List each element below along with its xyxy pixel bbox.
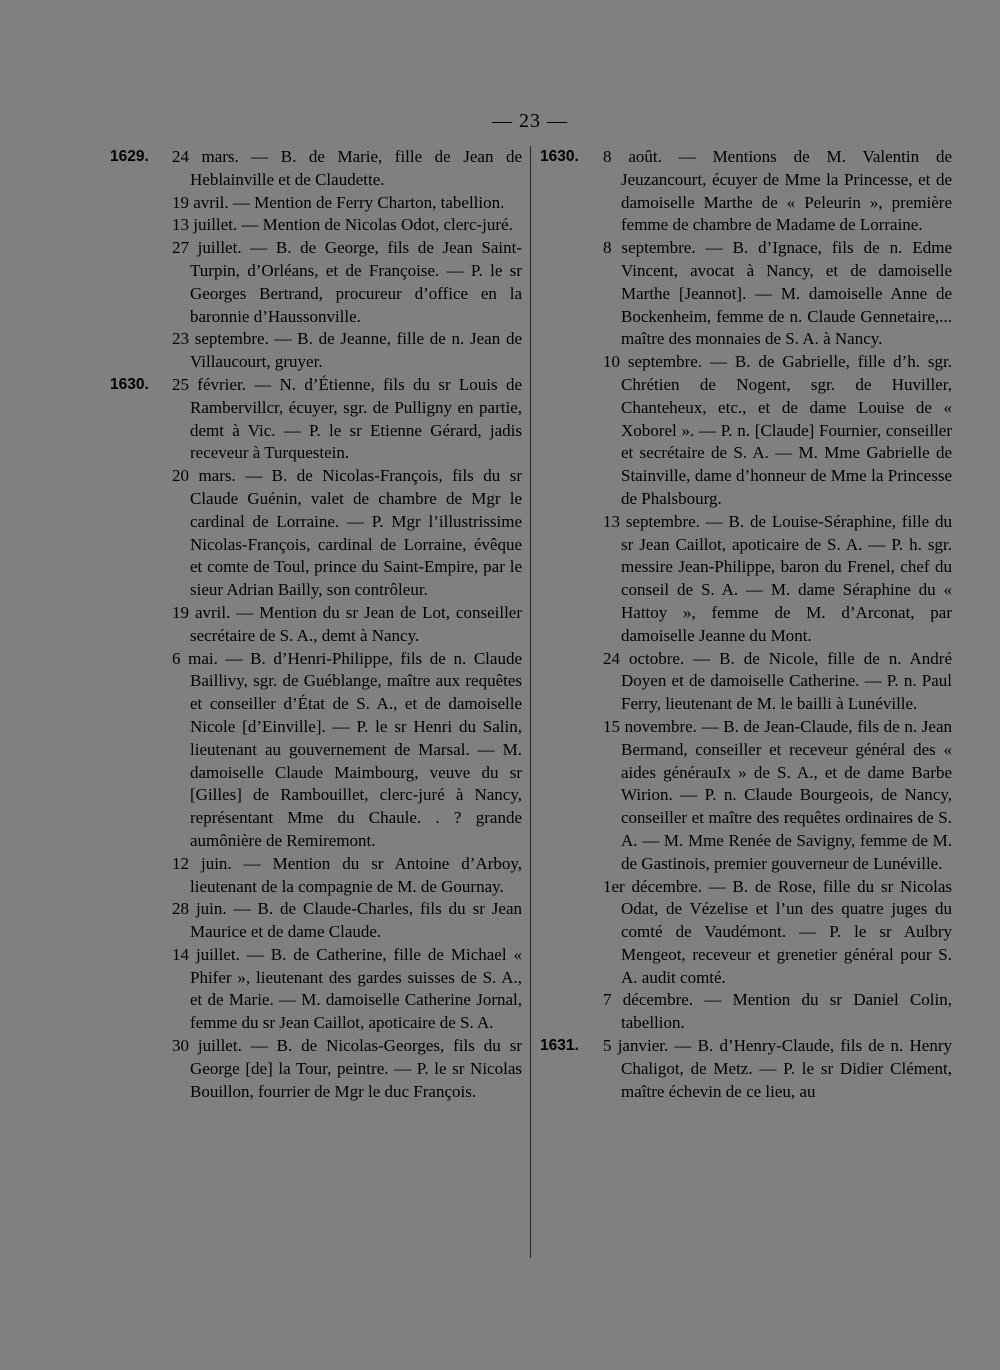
register-entry: [110, 214, 522, 237]
register-entry: [110, 192, 522, 215]
page-number: — 23 —: [492, 110, 568, 132]
register-entry: [540, 989, 952, 1035]
register-entry: [110, 898, 522, 944]
register-entry: [540, 876, 952, 990]
register-entry: [110, 602, 522, 648]
entry-year: 1631.: [540, 1037, 579, 1055]
register-entry: [110, 944, 522, 1035]
entry-text: 12 juin. — Mention du sr Antoine d’Arboy, lieutenant de la compagnie de M. de Gournay.: [172, 853, 522, 896]
register-entry: [540, 237, 952, 351]
entry-text: 5 janvier. — B. d’Henry-Claude, fils de n. Henry Chaligot, de Metz. — P. le sr Didier Clément, maître échevin de ce lieu, au: [603, 1036, 952, 1101]
register-entry: [110, 465, 522, 602]
entry-text: 27 juillet. — B. de George, fils de Jean Saint-Turpin, d’Orléans, et de Françoise. — P. le sr Georges Bertrand, procureur d’office en la baronnie d’Haussonville.: [172, 238, 522, 326]
entry-text: 24 mars. — B. de Marie, fille de Jean de Heblainville et de Claudette.: [172, 147, 522, 189]
register-entry: [110, 328, 522, 374]
register-entry: [540, 351, 952, 511]
entry-text: 8 septembre. — B. d’Ignace, fils de n. Edme Vincent, avocat à Nancy, et de damoiselle Marthe [Jeannot]. — M. damoiselle Anne de Bockenheim, femme de n. Claude Gennetaire,... maître des monnaies de S. A. à Nancy.: [603, 238, 952, 349]
entry-text: 1er décembre. — B. de Rose, fille du sr Nicolas Odat, de Vézelise et l’un des quatre juges du comté de Vaudémont. — P. le sr Aulbry Mengeot, receveur et grenetier général pour S. A. audit comté.: [603, 876, 952, 987]
entry-text: 28 juin. — B. de Claude-Charles, fils du sr Jean Maurice et de dame Claude.: [172, 899, 522, 942]
entry-text: 13 septembre. — B. de Louise-Séraphine, fille du sr Jean Caillot, apoticaire de S. A. — P. h. sgr. messire Jean-Philippe, baron du Frenel, chef du conseil de S. A. — M. dame Séraphine du « Hattoy », femme de M. d’Arconat, par damoiselle Jeanne du Mont.: [603, 511, 952, 645]
register-entry: [540, 146, 952, 237]
register-entry: [110, 374, 522, 465]
entry-text: 19 avril. — Mention du sr Jean de Lot, conseiller secrétaire de S. A., demt à Nancy.: [172, 602, 522, 645]
entry-year: 1629.: [110, 148, 149, 165]
register-entry: [110, 146, 522, 192]
entry-text: 19 avril. — Mention de Ferry Charton, tabellion.: [172, 192, 505, 212]
entry-text: 14 juillet. — B. de Catherine, fille de Michael « Phifer », lieutenant des gardes suisses de S. A., et de Marie. — M. damoiselle Catherine Jornal, femme du sr Jean Caillot, apoticaire de S. A.: [172, 944, 522, 1033]
entry-text: 30 juillet. — B. de Nicolas-Georges, fils du sr George [de] la Tour, peintre. — P. le sr Nicolas Bouillon, fourrier de Mgr le duc François.: [172, 1036, 522, 1101]
register-entry: [540, 511, 952, 648]
register-entry: [110, 1035, 522, 1103]
entry-text: 7 décembre. — Mention du sr Daniel Colin, tabellion.: [603, 990, 952, 1033]
entry-text: 13 juillet. — Mention de Nicolas Odot, clerc-juré.: [172, 215, 513, 235]
left-column: [110, 146, 522, 1103]
entry-text: 24 octobre. — B. de Nicole, fille de n. André Doyen et de damoiselle Catherine. — P. n. Paul Ferry, lieutenant de M. le bailli à Lunéville.: [603, 648, 952, 714]
right-column: [540, 146, 952, 1103]
register-entry: [110, 648, 522, 853]
entry-year: 1630.: [540, 148, 579, 165]
register-entry: [540, 716, 952, 876]
register-entry: [540, 648, 952, 716]
entry-text: 25 février. — N. d’Étienne, fils du sr Louis de Rambervillcr, écuyer, sgr. de Pulligny en partie, demt à Vic. — P. le sr Etienne Gérard, jadis receveur à Turquestein.: [172, 374, 522, 463]
column-divider: [530, 146, 531, 1258]
register-entry: [540, 1035, 952, 1103]
entry-text: 6 mai. — B. d’Henri-Philippe, fils de n. Claude Baillivy, sgr. de Guéblange, maître aux requêtes et conseiller d’État de S. A., et de damoiselle Nicole [d’Einville]. — P. le sr Henri du Salin, lieutenant au gouvernement de Marsal. — M. damoiselle Claude Maimbourg, veuve du sr [Gilles] de Rambouillet, clerc-juré à Nancy, représentant Mme du Chaule. . ? grande aumônière de Remiremont.: [172, 648, 522, 850]
register-entry: [110, 237, 522, 328]
register-entry: [110, 853, 522, 899]
entry-text: 10 septembre. — B. de Gabrielle, fille d’h. sgr. Chrétien de Nogent, sgr. de Huviller, Chanteheux, etc., et de dame Louise de « Xoborel ». — P. n. [Claude] Fournier, conseiller et secrétaire de S. A. — M. Mme Gabrielle de Stainville, dame d’honneur de Mme la Princesse de Phalsbourg.: [603, 352, 952, 508]
entry-year: 1630.: [110, 375, 149, 393]
entry-text: 23 septembre. — B. de Jeanne, fille de n. Jean de Villaucourt, gruyer.: [172, 329, 522, 372]
entry-text: 15 novembre. — B. de Jean-Claude, fils de n. Jean Bermand, conseiller et receveur général des « aides générauIx » de S. A., et de dame Barbe Wirion. — P. n. Claude Bourgeois, de Nancy, conseiller et maître des requêtes ordinaires de S. A. — M. Mme Renée de Savigny, femme de M. de Gastinois, premier gouverneur de Lunéville.: [603, 716, 952, 873]
entry-text: 8 août. — Mentions de M. Valentin de Jeuzancourt, écuyer de Mme la Princesse, et de damoiselle Marthe de « Peleurin », première femme de chambre de Madame de Lorraine.: [603, 147, 952, 235]
entry-text: 20 mars. — B. de Nicolas-François, fils du sr Claude Guénin, valet de chambre de Mgr le cardinal de Lorraine. — P. Mgr l’illustrissime Nicolas-François, cardinal de Lorraine, évêque et comte de Toul, prince du Saint-Empire, par le sieur Adrian Bailly, son contrôleur.: [172, 466, 522, 600]
